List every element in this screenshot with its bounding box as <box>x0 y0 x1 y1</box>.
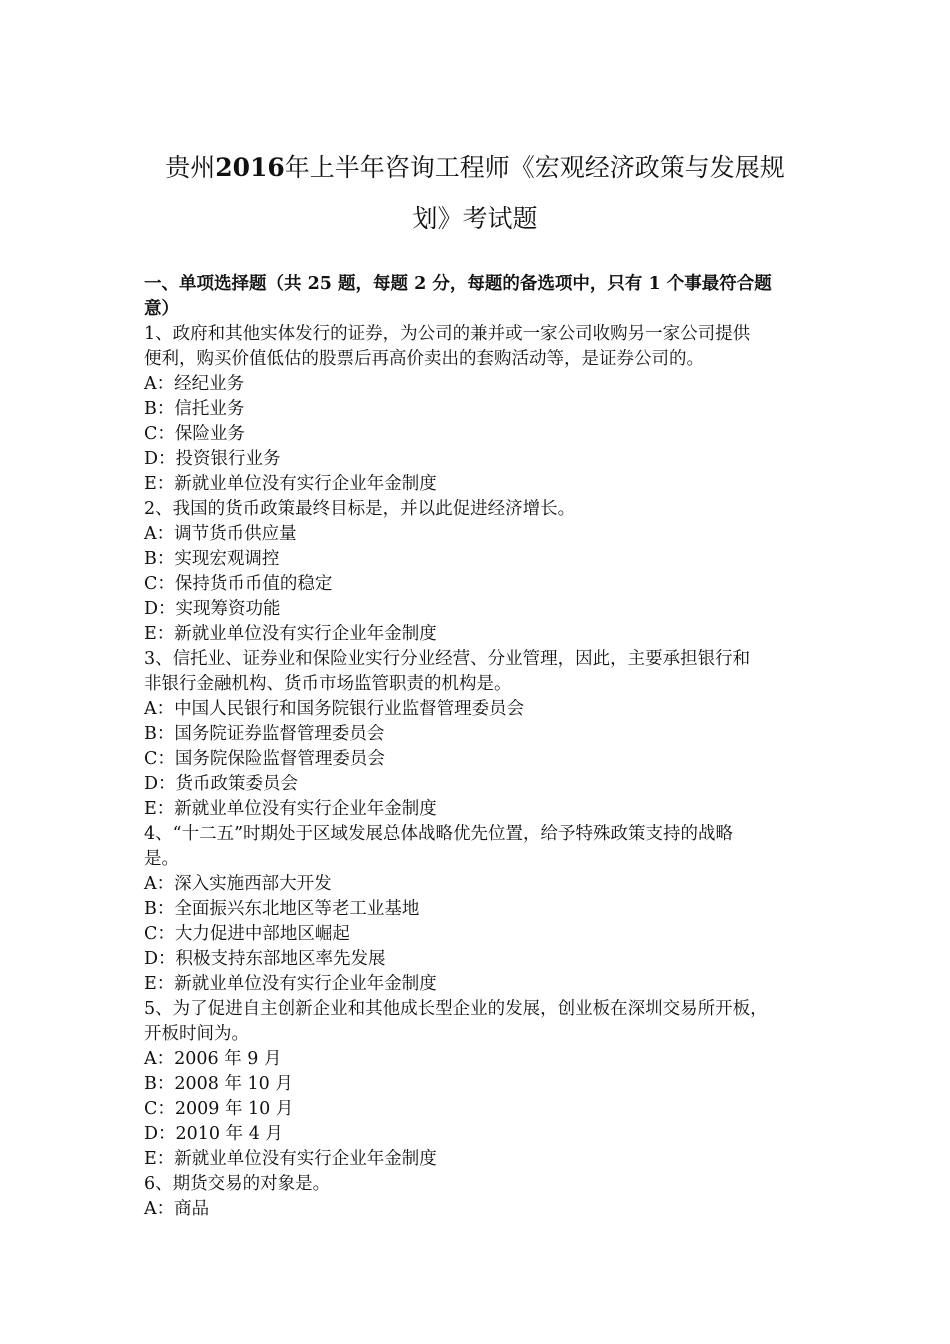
text-line: D：实现筹资功能 <box>144 599 281 619</box>
text-line: E：新就业单位没有实行企业年金制度 <box>144 624 437 644</box>
text-line: 是。 <box>144 849 179 869</box>
text-line: B：全面振兴东北地区等老工业基地 <box>144 899 420 919</box>
text-line: C：大力促进中部地区崛起 <box>144 924 350 944</box>
section-heading-line: 意） <box>144 299 179 319</box>
document-title-line-2: 划》考试题 <box>412 204 538 233</box>
text-line: D：投资银行业务 <box>144 449 281 469</box>
text-line: 6、期货交易的对象是。 <box>144 1174 331 1194</box>
text-line: A：2006 年 9 月 <box>144 1049 282 1069</box>
text-line: A：经纪业务 <box>144 374 245 394</box>
text-line: A：调节货币供应量 <box>144 524 297 544</box>
text-line: 开板时间为。 <box>144 1024 249 1044</box>
text-line: 2、我国的货币政策最终目标是，并以此促进经济增长。 <box>144 499 576 519</box>
text-line: B：实现宏观调控 <box>144 549 280 569</box>
text-line: E：新就业单位没有实行企业年金制度 <box>144 974 437 994</box>
text-line: 1、政府和其他实体发行的证券，为公司的兼并或一家公司收购另一家公司提供 <box>144 324 751 344</box>
text-line: D：2010 年 4 月 <box>144 1124 283 1144</box>
text-line: E：新就业单位没有实行企业年金制度 <box>144 474 437 494</box>
title-prefix: 贵州 <box>165 153 216 182</box>
text-line: E：新就业单位没有实行企业年金制度 <box>144 799 437 819</box>
text-line: A：商品 <box>144 1199 210 1219</box>
text-line: 非银行金融机构、货币市场监管职责的机构是。 <box>144 674 512 694</box>
text-line: 4、“十二五”时期处于区域发展总体战略优先位置，给予特殊政策支持的战略 <box>144 824 734 844</box>
text-line: E：新就业单位没有实行企业年金制度 <box>144 1149 437 1169</box>
text-line: A：中国人民银行和国务院银行业监督管理委员会 <box>144 699 525 719</box>
document-title-line-1 <box>120 152 830 184</box>
title-year: 2016 <box>215 153 285 182</box>
document-body <box>144 272 824 1222</box>
text-line: A：深入实施西部大开发 <box>144 874 332 894</box>
text-line: 5、为了促进自主创新企业和其他成长型企业的发展，创业板在深圳交易所开板， <box>144 999 768 1019</box>
text-line: C：2009 年 10 月 <box>144 1099 294 1119</box>
text-line: 3、信托业、证券业和保险业实行分业经营、分业管理，因此，主要承担银行和 <box>144 649 751 669</box>
text-line: D：积极支持东部地区率先发展 <box>144 949 386 969</box>
text-line: B：2008 年 10 月 <box>144 1074 293 1094</box>
text-line: C：保险业务 <box>144 424 245 444</box>
section-heading-line: 一、单项选择题（共 25 题，每题 2 分，每题的备选项中，只有 1 个事最符合题 <box>144 274 772 294</box>
text-line: C：保持货币币值的稳定 <box>144 574 333 594</box>
text-line: B：信托业务 <box>144 399 245 419</box>
text-line: 便利，购买价值低估的股票后再高价卖出的套购活动等，是证券公司的。 <box>144 349 704 369</box>
text-line: C：国务院保险监督管理委员会 <box>144 749 385 769</box>
text-line: B：国务院证券监督管理委员会 <box>144 724 385 744</box>
title-rest: 年上半年咨询工程师《宏观经济政策与发展规 <box>284 153 785 182</box>
text-line: D：货币政策委员会 <box>144 774 299 794</box>
